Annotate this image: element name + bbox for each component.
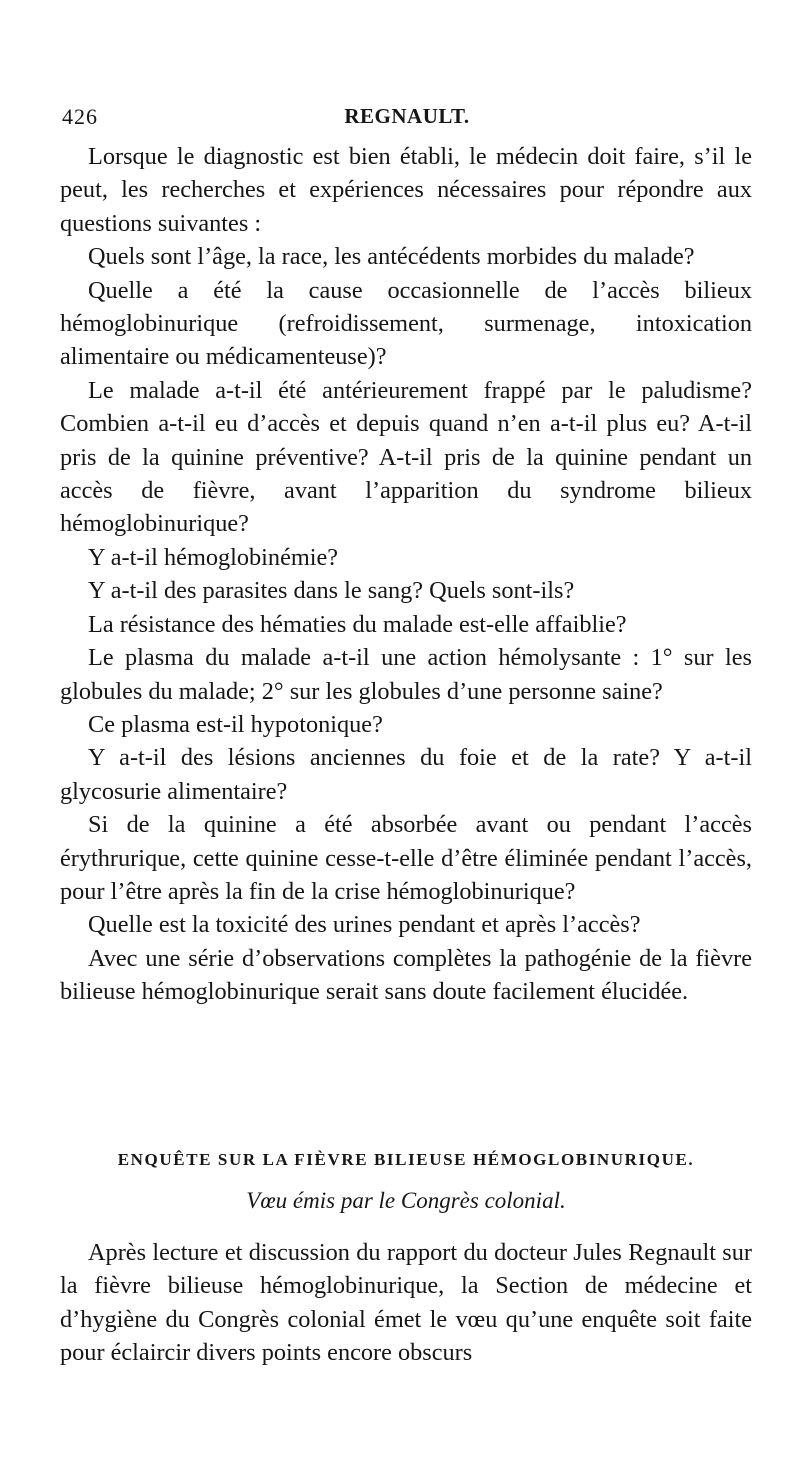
running-title: REGNAULT. bbox=[344, 104, 470, 128]
paragraph: Y a-t-il des lésions anciennes du foie et de la rate? Y a-t-il glycosurie alimentaire? bbox=[60, 744, 752, 805]
section-subtitle: Vœu émis par le Congrès colonial. bbox=[246, 1188, 566, 1213]
paragraph: Quelle est la toxicité des urines pendant et après l’accès? bbox=[88, 911, 641, 939]
body-text bbox=[60, 140, 752, 1009]
page-number: 426 bbox=[62, 104, 98, 129]
paragraph: Y a-t-il hémoglobinémie? bbox=[88, 543, 339, 571]
paragraph: Après lecture et discussion du rapport du docteur Jules Regnault sur la fièvre bilieuse hémoglobinurique, la Section de médecine et d’hygiène du Congrès colonial émet le vœu qu’une enquête soit faite pour éclaircir divers points encore obscurs bbox=[60, 1239, 752, 1367]
paragraph: Le malade a-t-il été antérieurement frappé par le paludisme? Combien a-t-il eu d’accès et depuis quand n’en a-t-il plus eu? A-t-il pris de la quinine préventive? A-t-il pris de la quinine pendant un accès de fièvre, avant l’apparition du syndrome bilieux hémoglobinurique? bbox=[60, 376, 752, 538]
section-heading: ENQUÊTE SUR LA FIÈVRE BILIEUSE HÉMOGLOBINURIQUE. bbox=[117, 1150, 695, 1169]
paragraph: Lorsque le diagnostic est bien établi, le médecin doit faire, s’il le peut, les recherches et expériences nécessaires pour répondre aux questions suivantes : bbox=[60, 143, 752, 237]
paragraph: Le plasma du malade a-t-il une action hémolysante : 1° sur les globules du malade; 2° sur les globules d’une personne saine? bbox=[60, 644, 752, 705]
paragraph: Y a-t-il des parasites dans le sang? Quels sont-ils? bbox=[88, 577, 575, 605]
paragraph: Ce plasma est-il hypotonique? bbox=[88, 710, 383, 738]
closing-text bbox=[60, 1236, 752, 1370]
paragraph: Quels sont l’âge, la race, les antécédents morbides du malade? bbox=[88, 243, 695, 271]
paragraph: La résistance des hématies du malade est-elle affaiblie? bbox=[88, 610, 627, 638]
running-head bbox=[62, 104, 752, 136]
paragraph: Avec une série d’observations complètes la pathogénie de la fièvre bilieuse hémoglobinurique serait sans doute facilement élucidée. bbox=[60, 944, 752, 1006]
paragraph: Si de la quinine a été absorbée avant ou pendant l’accès érythrurique, cette quinine cesse-t-elle d’être éliminée pendant l’accès, pour l’être après la fin de la crise hémoglobinurique? bbox=[60, 811, 752, 905]
paragraph: Quelle a été la cause occasionnelle de l’accès bilieux hémoglobinurique (refroidissement, surmenage, intoxication alimentaire ou médicamenteuse)? bbox=[60, 276, 752, 371]
